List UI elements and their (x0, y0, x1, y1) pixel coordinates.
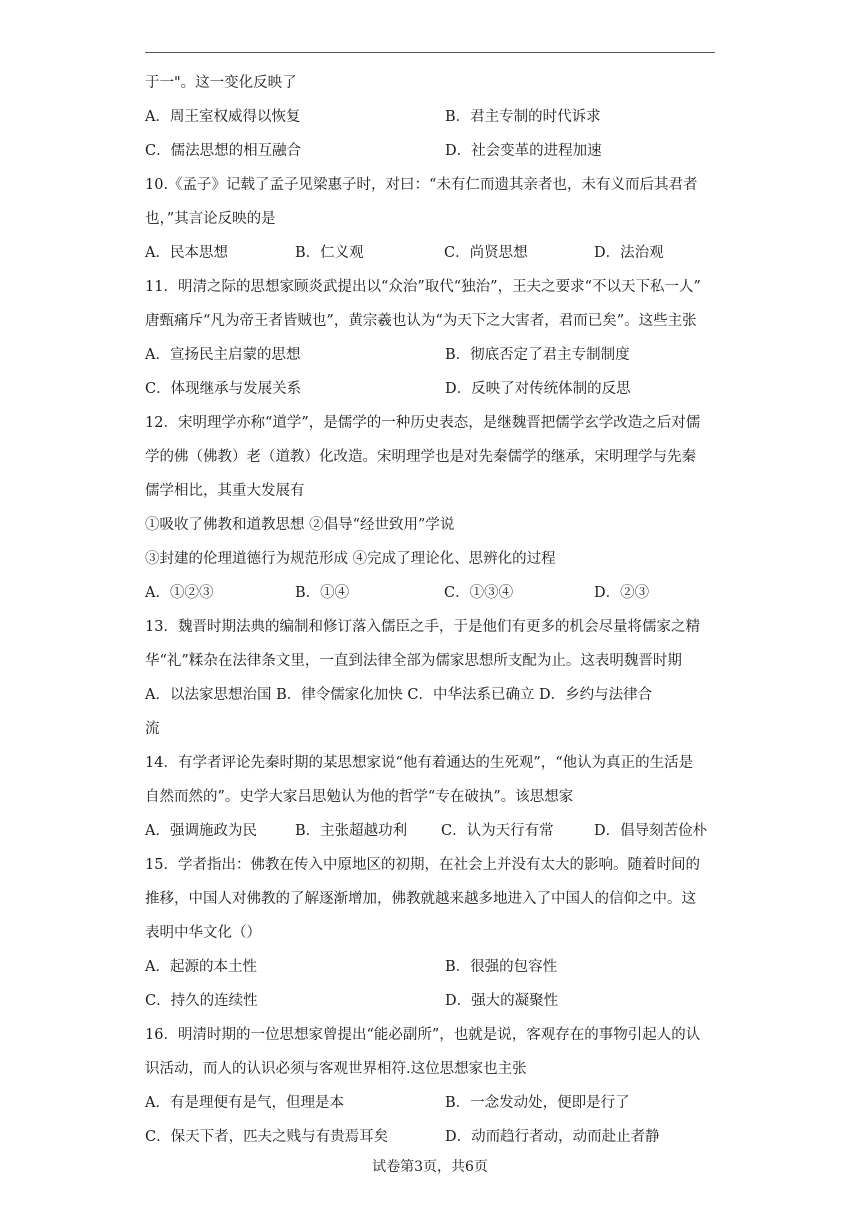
q13-stem: 13．魏晋时期法典的编制和修订落入儒臣之手，于是他们有更多的机会尽量将儒家之精 (145, 619, 700, 635)
option[interactable]: C．尚贤思想 (444, 245, 528, 261)
option[interactable]: A．宣扬民主启蒙的思想 (145, 347, 301, 363)
q11-stem: 11．明清之际的思想家顾炎武提出以“众治”取代“独治”，王夫之要求“不以天下私一人” (145, 279, 701, 295)
q12-stem: 儒学相比，其重大发展有 (145, 483, 305, 499)
q14-options-row (145, 814, 715, 848)
q12-statement: ①吸收了佛教和道教思想 ②倡导“经世致用”学说 (145, 517, 455, 533)
option[interactable]: A．有是理便有是气，但理是本 (145, 1095, 344, 1111)
q9-stem: 于一"。这一变化反映了 (145, 75, 297, 91)
q13-options-wrap: 流 (145, 721, 160, 737)
option[interactable]: B．很强的包容性 (445, 959, 558, 975)
q16-stem: 16．明清时期的一位思想家曾提出“能必副所”，也就是说，客观存在的事物引起人的认 (145, 1027, 701, 1043)
q15-stem: 表明中华文化（） (145, 925, 261, 941)
option[interactable]: A．强调施政为民 (145, 823, 257, 839)
q10-stem: 10.《孟子》记载了孟子见梁惠子时，对曰：“未有仁而遗其亲者也，未有义而后其君者 (145, 177, 698, 193)
option[interactable]: A．周王室权威得以恢复 (145, 109, 301, 125)
q15-stem: 推移，中国人对佛教的了解逐渐增加，佛教就越来越多地进入了中国人的信仰之中。这 (145, 891, 696, 907)
q10-stem: 也，”其言论反映的是 (145, 211, 276, 227)
q15-options-row-2 (145, 984, 715, 1018)
option[interactable]: B．君主专制的时代诉求 (445, 109, 601, 125)
option[interactable]: A．民本思想 (145, 245, 228, 261)
option[interactable]: C．儒法思想的相互融合 (145, 143, 302, 159)
page-footer: 试卷第3页，共6页 (372, 1159, 488, 1175)
header-rule (145, 52, 715, 53)
q11-options-row-1 (145, 338, 715, 372)
q11-stem: 唐甄痛斥“凡为帝王者皆贼也”，黄宗羲也认为“为天下之大害者，君而已矣”。这些主张 (145, 313, 697, 329)
q10-options-row (145, 236, 715, 270)
q12-stem: 12．宋明理学亦称“道学”，是儒学的一种历史表态，是继魏晋把儒学玄学改造之后对儒 (145, 415, 701, 431)
option[interactable]: B．一念发动处，便即是行了 (445, 1095, 630, 1111)
option[interactable]: D．社会变革的进程加速 (445, 143, 602, 159)
option[interactable]: A．起源的本土性 (145, 959, 257, 975)
q16-options-row-1 (145, 1086, 715, 1120)
option[interactable]: A．①②③ (145, 585, 214, 601)
option[interactable]: D．倡导刻苦俭朴 (594, 823, 708, 839)
q15-stem: 15．学者指出：佛教在传入中原地区的初期，在社会上并没有太大的影响。随着时间的 (145, 857, 700, 873)
option[interactable]: D．反映了对传统体制的反思 (445, 381, 631, 397)
q15-options-row-1 (145, 950, 715, 984)
q13-options[interactable]: A．以法家思想治国 B．律令儒家化加快 C．中华法系已确立 D．乡约与法律合 (145, 687, 653, 703)
q16-stem: 识活动，而人的认识必须与客观世界相符.这位思想家也主张 (145, 1061, 527, 1077)
option[interactable]: C．①③④ (444, 585, 514, 601)
q11-options-row-2 (145, 372, 715, 406)
q12-stem: 学的佛（佛教）老（道教）化改造。宋明理学也是对先秦儒学的继承，宋明理学与先秦 (145, 449, 696, 465)
option[interactable]: B．彻底否定了君主专制制度 (445, 347, 630, 363)
option[interactable]: B．主张超越功利 (295, 823, 408, 839)
option[interactable]: C．保天下者，匹夫之贱与有贵焉耳矣 (145, 1129, 389, 1145)
option[interactable]: C．体现继承与发展关系 (145, 381, 302, 397)
option[interactable]: D．强大的凝聚性 (445, 993, 559, 1009)
q14-stem: 14．有学者评论先秦时期的某思想家说“他有着通达的生死观”，“他认为真正的生活是 (145, 755, 694, 771)
q16-options-row-2 (145, 1120, 715, 1154)
q9-options-row-1 (145, 100, 715, 134)
option[interactable]: D．法治观 (594, 245, 664, 261)
option[interactable]: B．①④ (295, 585, 350, 601)
q12-options-row (145, 576, 715, 610)
q12-statement: ③封建的伦理道德行为规范形成 ④完成了理论化、思辨化的过程 (145, 551, 556, 567)
q9-options-row-2 (145, 134, 715, 168)
exam-page-content (145, 66, 715, 1154)
option[interactable]: C．持久的连续性 (145, 993, 258, 1009)
option[interactable]: D．动而趋行者动，动而赴止者静 (445, 1129, 660, 1145)
q14-stem: 自然而然的”。史学大家吕思勉认为他的哲学“专在破执”。该思想家 (145, 789, 574, 805)
option[interactable]: B．仁义观 (295, 245, 364, 261)
option[interactable]: D．②③ (594, 585, 650, 601)
option[interactable]: C．认为天行有常 (441, 823, 554, 839)
q13-stem: 华“礼”糅杂在法律条文里，一直到法律全部为儒家思想所支配为止。这表明魏晋时期 (145, 653, 682, 669)
